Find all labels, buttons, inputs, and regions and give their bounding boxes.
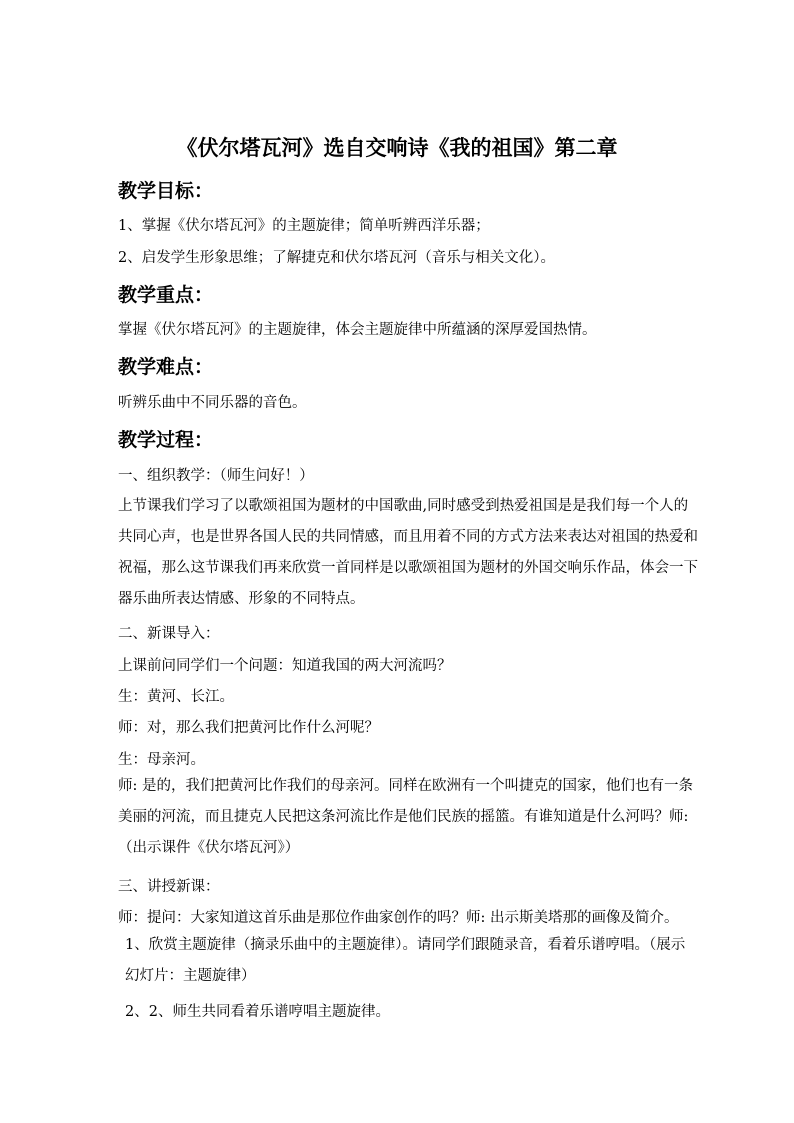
document-title: 《伏尔塔瓦河》选自交响诗《我的祖国》第二章 xyxy=(176,135,618,160)
paragraph-line: 美丽的河流，而且捷克人民把这条河流比作是他们民族的摇篮。有谁知道是什么河吗？师: xyxy=(118,809,689,825)
step-three-item: 2、2、师生共同看着乐谱哼唱主题旋律。 xyxy=(125,1004,390,1020)
paragraph-line: 器乐曲所表达情感、形象的不同特点。 xyxy=(118,591,365,607)
paragraph-line: 祝福，那么这节课我们再来欣赏一首同样是以歌颂祖国为题材的外国交响乐作品，体会一下 xyxy=(118,560,698,576)
step-two-heading: 二、新课导入： xyxy=(118,626,220,642)
paragraph-line: 1、欣赏主题旋律（摘录乐曲中的主题旋律）。请同学们跟随录音，看着乐谱哼唱。（展示 xyxy=(125,937,686,953)
heading-difficulties: 教学难点： xyxy=(118,356,214,378)
paragraph-line: （出示课件《伏尔塔瓦河》） xyxy=(118,840,300,856)
heading-objectives: 教学目标： xyxy=(118,180,214,202)
dialogue-line: 师：对，那么我们把黄河比作什么河呢？ xyxy=(118,720,379,736)
step-three-item xyxy=(125,930,685,992)
step-one-heading: 一、组织教学：（师生问好！） xyxy=(118,468,314,484)
dialogue-line: 上课前问同学们一个问题：知道我国的两大河流吗？ xyxy=(118,658,452,674)
dialogue-line: 生：黄河、长江。 xyxy=(118,689,234,705)
heading-process: 教学过程： xyxy=(118,429,214,451)
objective-item: 1、掌握《伏尔塔瓦河》的主题旋律；简单听辨西洋乐器； xyxy=(118,218,490,234)
paragraph-line: 上节课我们学习了以歌颂祖国为题材的中国歌曲,同时感受到热爱祖国是是我们每一个人的 xyxy=(118,498,689,514)
paragraph-line: 师: 是的，我们把黄河比作我们的母亲河。同样在欧洲有一个叫捷克的国家，他们也有一条 xyxy=(118,778,693,794)
key-point-text: 掌握《伏尔塔瓦河》的主题旋律，体会主题旋律中所蕴涵的深厚爱国热情。 xyxy=(118,322,597,338)
dialogue-line: 生：母亲河。 xyxy=(118,752,205,768)
difficulty-text: 听辨乐曲中不同乐器的音色。 xyxy=(118,395,307,411)
paragraph-line: 共同心声，也是世界各国人民的共同情感，而且用着不同的方式方法来表达对祖国的热爱和 xyxy=(118,529,698,545)
step-one-paragraph xyxy=(118,491,698,615)
paragraph-line: 幻灯片：主题旋律） xyxy=(125,968,256,984)
dialogue-paragraph xyxy=(118,771,693,864)
dialogue-line: 师：提问：大家知道这首乐曲是那位作曲家创作的吗？师: 出示斯美塔那的画像及简介。 xyxy=(118,910,679,926)
objective-item: 2、启发学生形象思维；了解捷克和伏尔塔瓦河（音乐与相关文化）。 xyxy=(118,250,555,266)
heading-key-points: 教学重点： xyxy=(118,284,214,306)
step-three-heading: 三、讲授新课： xyxy=(118,879,220,895)
